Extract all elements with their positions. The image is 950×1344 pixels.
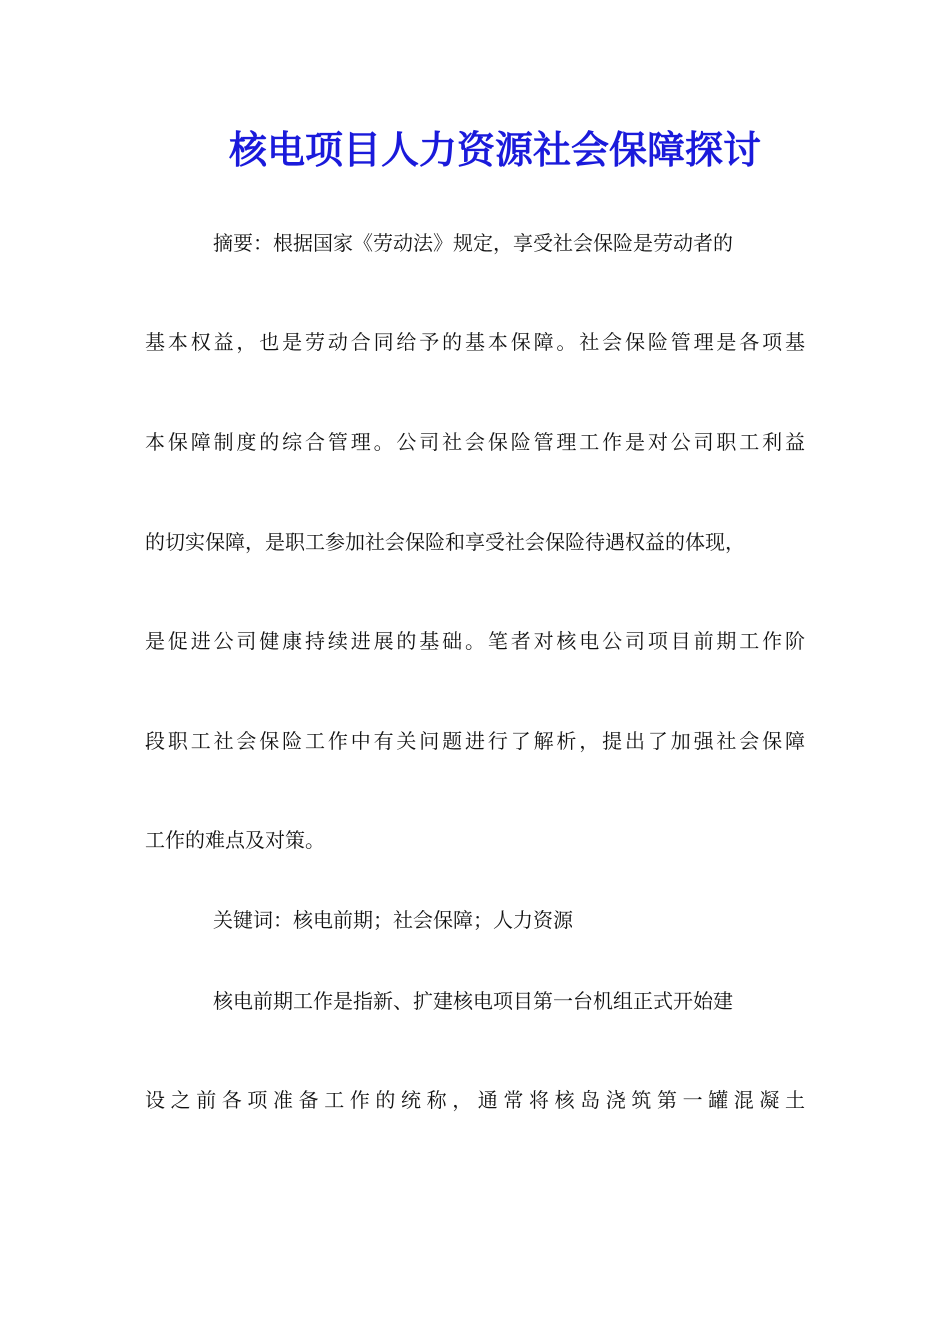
abstract-line-1: 摘要：根据国家《劳动法》规定，享受社会保险是劳动者的 bbox=[213, 231, 733, 255]
document-title: 核电项目人力资源社会保障探讨 bbox=[228, 127, 761, 172]
keywords-line: 关键词：核电前期；社会保障；人力资源 bbox=[213, 908, 573, 932]
abstract-line-6: 段职工社会保险工作中有关问题进行了解析，提出了加强社会保障 bbox=[145, 729, 805, 753]
abstract-line-7: 工作的难点及对策。 bbox=[145, 828, 325, 852]
body-line-2: 设之前各项准备工作的统称，通常将核岛浇筑第一罐混凝土 bbox=[145, 1088, 805, 1112]
abstract-line-3: 本保障制度的综合管理。公司社会保险管理工作是对公司职工利益 bbox=[145, 430, 805, 454]
abstract-line-5: 是促进公司健康持续进展的基础。笔者对核电公司项目前期工作阶 bbox=[145, 629, 805, 653]
body-line-1: 核电前期工作是指新、扩建核电项目第一台机组正式开始建 bbox=[213, 989, 733, 1013]
abstract-line-4: 的切实保障，是职工参加社会保险和享受社会保险待遇权益的体现， bbox=[145, 530, 745, 554]
abstract-line-2: 基本权益，也是劳动合同给予的基本保障。社会保险管理是各项基 bbox=[145, 330, 805, 354]
